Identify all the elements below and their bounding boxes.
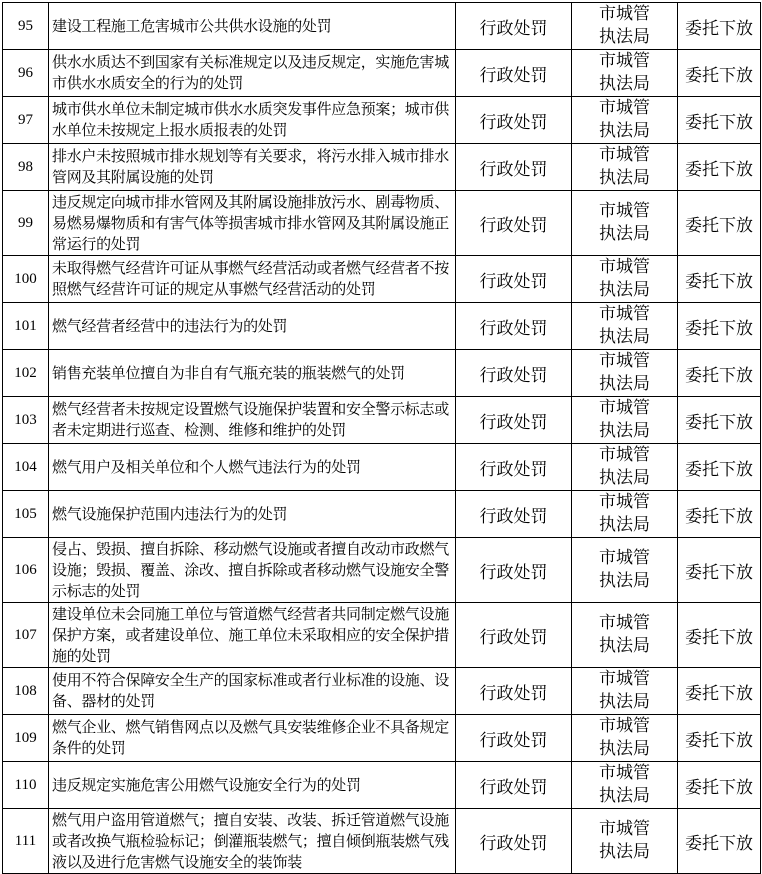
department-line: 执法局 xyxy=(599,374,650,394)
department-line: 市城管 xyxy=(599,398,650,418)
department xyxy=(572,809,678,874)
department-line: 市城管 xyxy=(599,445,650,465)
handling-mode: 委托下放 xyxy=(678,350,761,397)
department-line: 执法局 xyxy=(599,168,650,188)
item-name: 建设工程施工危害城市公共供水设施的处罚 xyxy=(49,3,456,50)
department xyxy=(572,762,678,809)
table-row xyxy=(3,603,761,668)
row-number: 108 xyxy=(3,668,49,715)
item-type: 行政处罚 xyxy=(456,444,572,491)
row-number: 101 xyxy=(3,303,49,350)
department-line: 执法局 xyxy=(599,224,650,244)
item-name: 使用不符合保障安全生产的国家标准或者行业标准的设施、设备、器材的处罚 xyxy=(49,668,456,715)
item-name: 违反规定向城市排水管网及其附属设施排放污水、剧毒物质、易燃易爆物质和有害气体等损害城市排水管网及其附属设施正常运行的处罚 xyxy=(49,191,456,256)
item-type: 行政处罚 xyxy=(456,809,572,874)
handling-mode: 委托下放 xyxy=(678,668,761,715)
handling-mode: 委托下放 xyxy=(678,762,761,809)
department-line: 市城管 xyxy=(599,492,650,512)
department-line: 市城管 xyxy=(599,613,650,633)
item-name: 燃气用户及相关单位和个人燃气违法行为的处罚 xyxy=(49,444,456,491)
item-name: 侵占、毁损、擅自拆除、移动燃气设施或者擅自改动市政燃气设施；毁损、覆盖、涂改、擅自拆除或者移动燃气设施安全警示标志的处罚 xyxy=(49,538,456,603)
department xyxy=(572,603,678,668)
item-type: 行政处罚 xyxy=(456,762,572,809)
department xyxy=(572,3,678,50)
row-number: 96 xyxy=(3,50,49,97)
department-line: 市城管 xyxy=(599,257,650,277)
handling-mode: 委托下放 xyxy=(678,256,761,303)
item-type: 行政处罚 xyxy=(456,603,572,668)
handling-mode: 委托下放 xyxy=(678,50,761,97)
item-name: 排水户未按照城市排水规划等有关要求，将污水排入城市排水管网及其附属设施的处罚 xyxy=(49,144,456,191)
item-name: 建设单位未会同施工单位与管道燃气经营者共同制定燃气设施保护方案，或者建设单位、施工单位未采取相应的安全保护措施的处罚 xyxy=(49,603,456,668)
table-row xyxy=(3,444,761,491)
handling-mode: 委托下放 xyxy=(678,444,761,491)
item-name: 违反规定实施危害公用燃气设施安全行为的处罚 xyxy=(49,762,456,809)
department xyxy=(572,397,678,444)
table-row xyxy=(3,397,761,444)
items-table xyxy=(2,2,761,874)
department-line: 执法局 xyxy=(599,692,650,712)
department-line: 市城管 xyxy=(599,51,650,71)
item-type: 行政处罚 xyxy=(456,350,572,397)
item-name: 城市供水单位未制定城市供水水质突发事件应急预案；城市供水单位未按规定上报水质报表的处罚 xyxy=(49,97,456,144)
item-name: 燃气经营者未按规定设置燃气设施保护装置和安全警示标志或者未定期进行巡查、检测、维修和维护的处罚 xyxy=(49,397,456,444)
department xyxy=(572,144,678,191)
department-line: 执法局 xyxy=(599,327,650,347)
item-type: 行政处罚 xyxy=(456,715,572,762)
row-number: 109 xyxy=(3,715,49,762)
handling-mode: 委托下放 xyxy=(678,97,761,144)
row-number: 99 xyxy=(3,191,49,256)
department-line: 执法局 xyxy=(599,27,650,47)
handling-mode: 委托下放 xyxy=(678,303,761,350)
department-line: 执法局 xyxy=(599,121,650,141)
table-row xyxy=(3,538,761,603)
department-line: 市城管 xyxy=(599,716,650,736)
item-type: 行政处罚 xyxy=(456,50,572,97)
department xyxy=(572,303,678,350)
department-line: 市城管 xyxy=(599,4,650,24)
department-line: 市城管 xyxy=(599,145,650,165)
row-number: 104 xyxy=(3,444,49,491)
row-number: 98 xyxy=(3,144,49,191)
item-type: 行政处罚 xyxy=(456,668,572,715)
department-line: 执法局 xyxy=(599,739,650,759)
department-line: 市城管 xyxy=(599,763,650,783)
department xyxy=(572,444,678,491)
handling-mode: 委托下放 xyxy=(678,603,761,668)
row-number: 111 xyxy=(3,809,49,874)
item-name: 供水水质达不到国家有关标准规定以及违反规定，实施危害城市供水水质安全的行为的处罚 xyxy=(49,50,456,97)
item-type: 行政处罚 xyxy=(456,491,572,538)
department xyxy=(572,668,678,715)
table-row xyxy=(3,715,761,762)
department-line: 市城管 xyxy=(599,548,650,568)
row-number: 105 xyxy=(3,491,49,538)
table-row xyxy=(3,350,761,397)
item-type: 行政处罚 xyxy=(456,97,572,144)
handling-mode: 委托下放 xyxy=(678,144,761,191)
item-type: 行政处罚 xyxy=(456,303,572,350)
department-line: 市城管 xyxy=(599,669,650,689)
handling-mode: 委托下放 xyxy=(678,3,761,50)
row-number: 102 xyxy=(3,350,49,397)
handling-mode: 委托下放 xyxy=(678,809,761,874)
department-line: 市城管 xyxy=(599,351,650,371)
department-line: 执法局 xyxy=(599,468,650,488)
handling-mode: 委托下放 xyxy=(678,538,761,603)
table-row xyxy=(3,668,761,715)
department-line: 执法局 xyxy=(599,515,650,535)
row-number: 97 xyxy=(3,97,49,144)
department-line: 执法局 xyxy=(599,74,650,94)
item-name: 销售充装单位擅自为非自有气瓶充装的瓶装燃气的处罚 xyxy=(49,350,456,397)
item-name: 燃气经营者经营中的违法行为的处罚 xyxy=(49,303,456,350)
table-row xyxy=(3,762,761,809)
department xyxy=(572,350,678,397)
department-line: 执法局 xyxy=(599,280,650,300)
row-number: 107 xyxy=(3,603,49,668)
department xyxy=(572,715,678,762)
table-row xyxy=(3,50,761,97)
department xyxy=(572,97,678,144)
item-name: 燃气用户盗用管道燃气；擅自安装、改装、拆迁管道燃气设施或者改换气瓶检验标记；倒灌瓶装燃气；擅自倾倒瓶装燃气残液以及进行危害燃气设施安全的装饰装 xyxy=(49,809,456,874)
item-name: 未取得燃气经营许可证从事燃气经营活动或者燃气经营者不按照燃气经营许可证的规定从事燃气经营活动的处罚 xyxy=(49,256,456,303)
table-row xyxy=(3,256,761,303)
department xyxy=(572,191,678,256)
department-line: 执法局 xyxy=(599,571,650,591)
handling-mode: 委托下放 xyxy=(678,715,761,762)
row-number: 103 xyxy=(3,397,49,444)
department xyxy=(572,50,678,97)
department-line: 市城管 xyxy=(599,98,650,118)
item-type: 行政处罚 xyxy=(456,397,572,444)
handling-mode: 委托下放 xyxy=(678,191,761,256)
table-row xyxy=(3,303,761,350)
item-name: 燃气设施保护范围内违法行为的处罚 xyxy=(49,491,456,538)
item-name: 燃气企业、燃气销售网点以及燃气具安装维修企业不具备规定条件的处罚 xyxy=(49,715,456,762)
table-row xyxy=(3,191,761,256)
row-number: 95 xyxy=(3,3,49,50)
department-line: 执法局 xyxy=(599,842,650,862)
table-body xyxy=(3,3,761,874)
item-type: 行政处罚 xyxy=(456,256,572,303)
row-number: 110 xyxy=(3,762,49,809)
table-row xyxy=(3,809,761,874)
department xyxy=(572,538,678,603)
table-row xyxy=(3,144,761,191)
table-row xyxy=(3,97,761,144)
department-line: 执法局 xyxy=(599,636,650,656)
item-type: 行政处罚 xyxy=(456,144,572,191)
department-line: 执法局 xyxy=(599,421,650,441)
row-number: 100 xyxy=(3,256,49,303)
handling-mode: 委托下放 xyxy=(678,397,761,444)
department-line: 市城管 xyxy=(599,201,650,221)
department xyxy=(572,491,678,538)
row-number: 106 xyxy=(3,538,49,603)
item-type: 行政处罚 xyxy=(456,191,572,256)
item-type: 行政处罚 xyxy=(456,538,572,603)
department-line: 市城管 xyxy=(599,819,650,839)
item-type: 行政处罚 xyxy=(456,3,572,50)
handling-mode: 委托下放 xyxy=(678,491,761,538)
department xyxy=(572,256,678,303)
table-row xyxy=(3,3,761,50)
department-line: 执法局 xyxy=(599,786,650,806)
table-row xyxy=(3,491,761,538)
department-line: 市城管 xyxy=(599,304,650,324)
